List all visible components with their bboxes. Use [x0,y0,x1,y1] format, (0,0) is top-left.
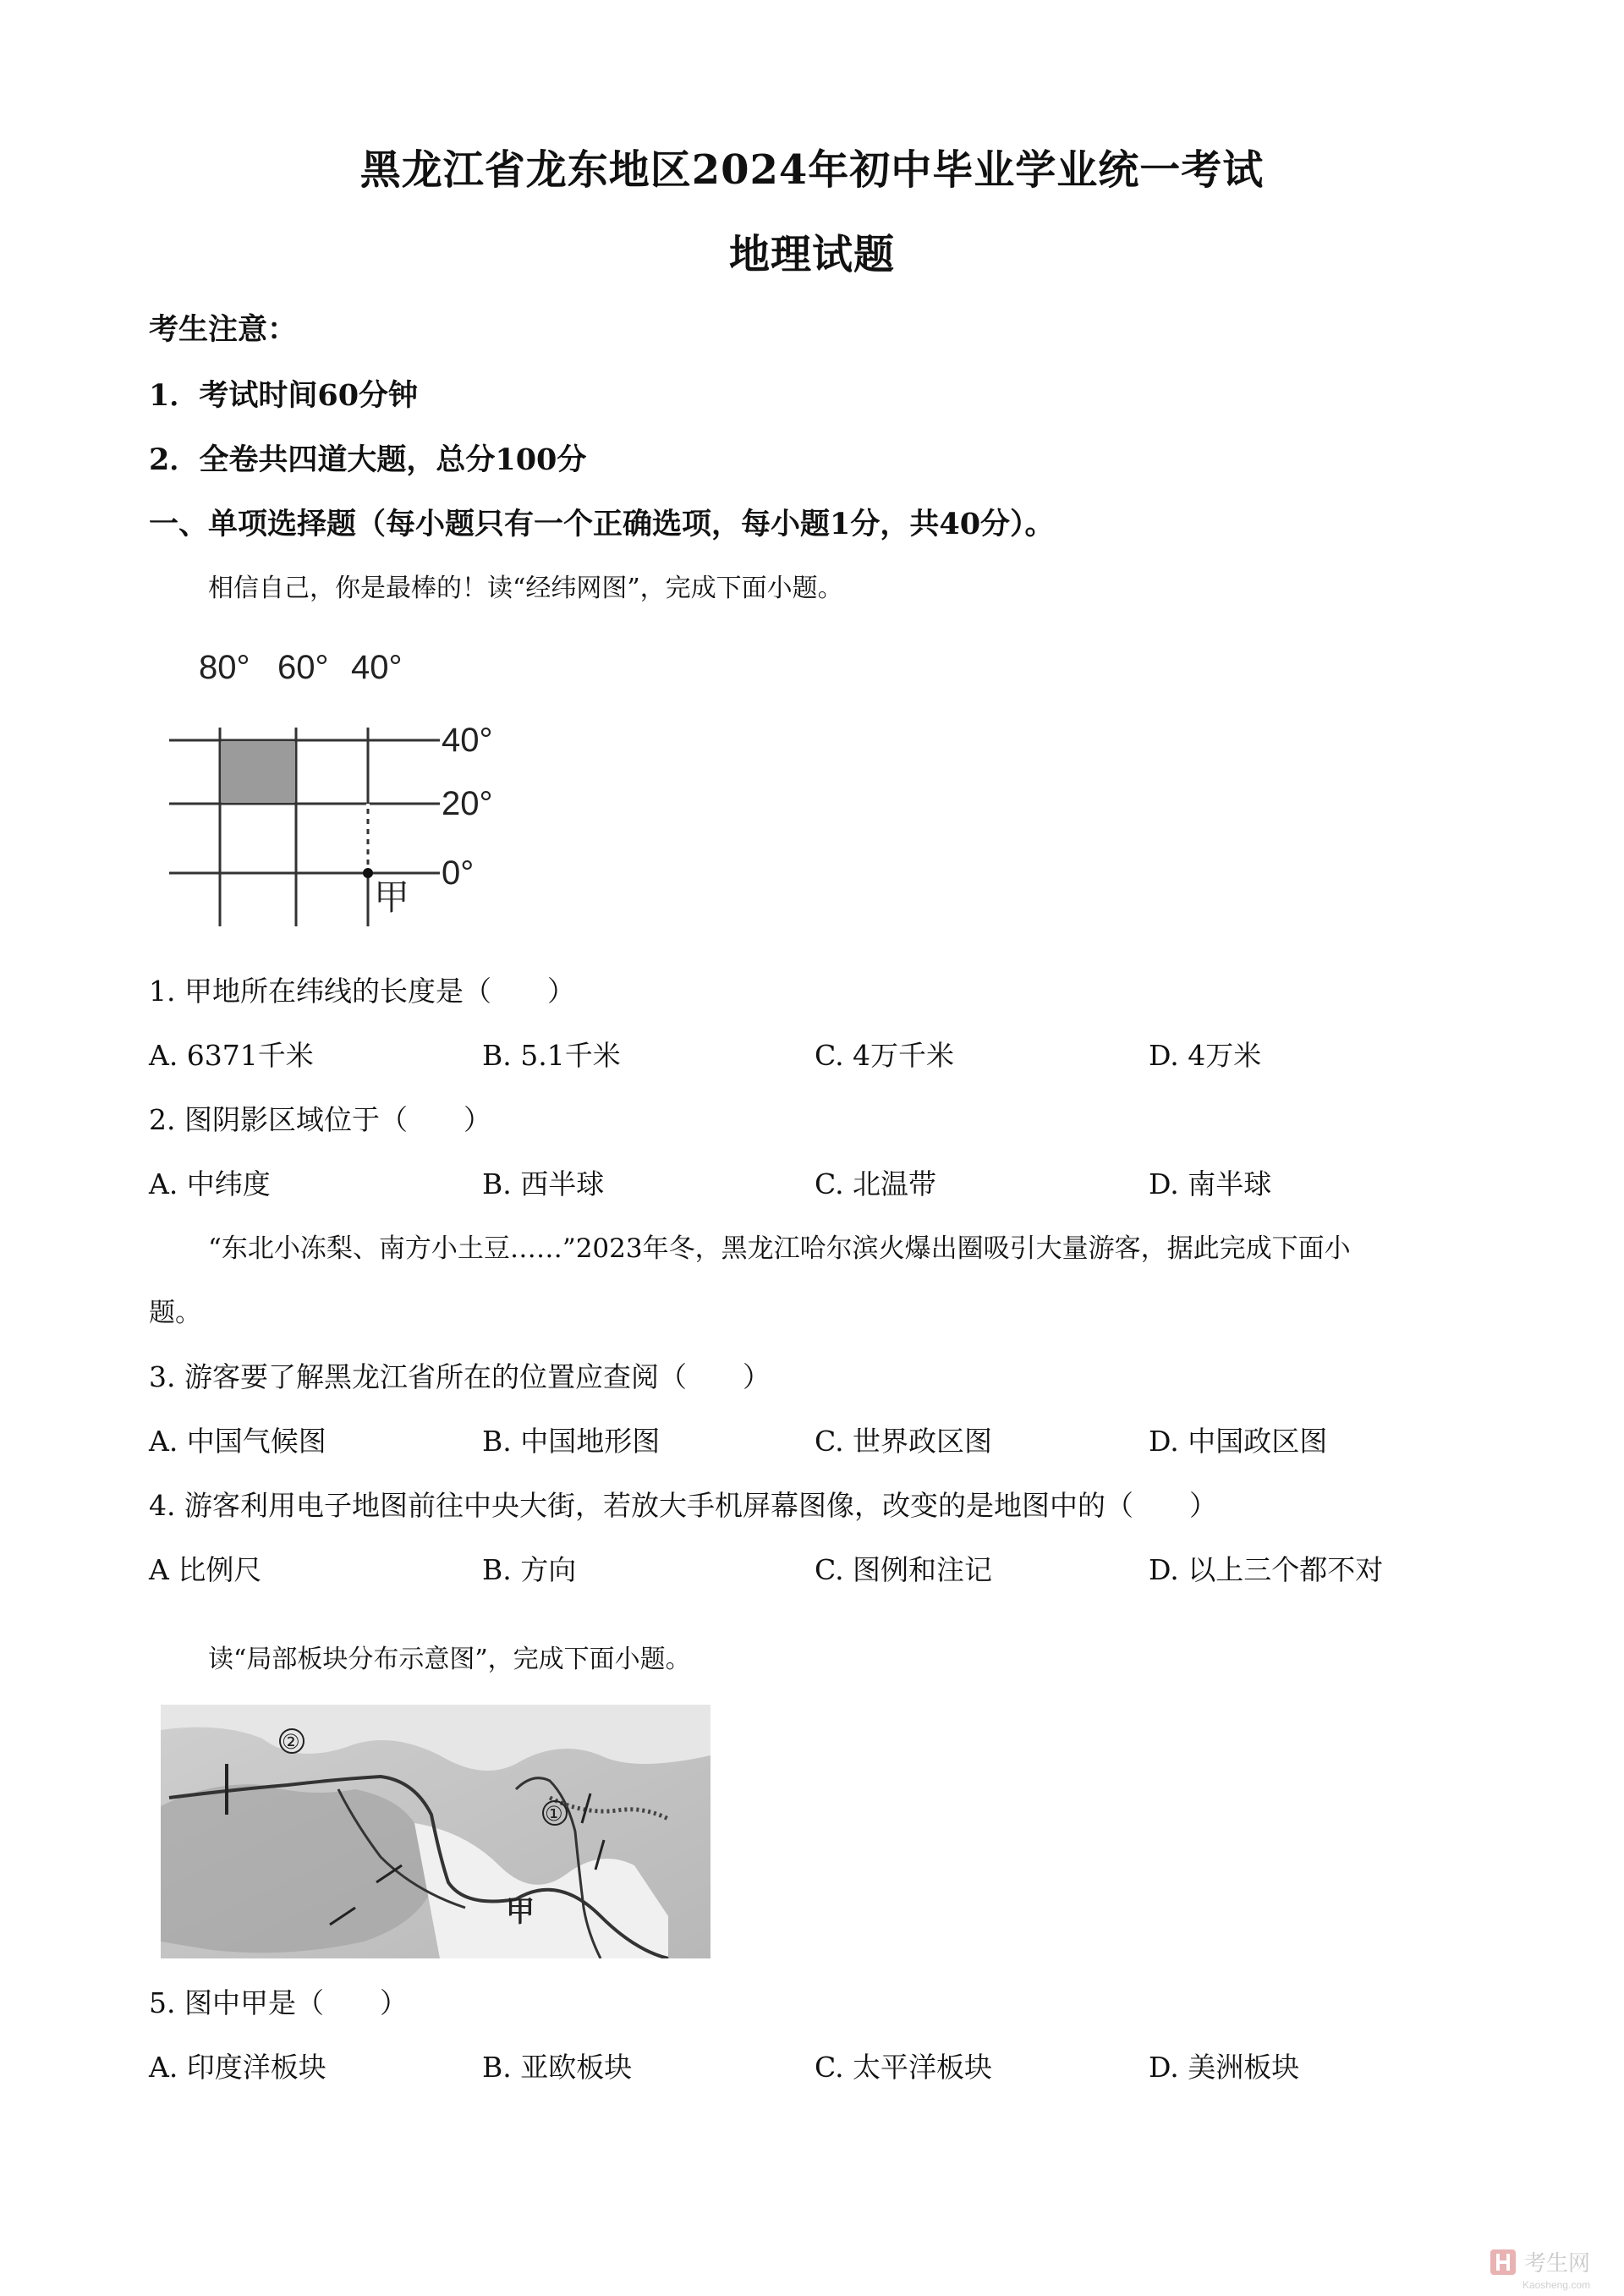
q2-option-b[interactable]: B. 西半球 [482,1167,605,1200]
exam-subtitle: 地理试题 [728,231,895,278]
watermark [1490,2246,1590,2277]
watermark-text: 考生网 [1523,2250,1590,2276]
q2-option-a[interactable]: A. 中纬度 [149,1167,271,1200]
q4-option-a[interactable]: A 比例尺 [149,1553,262,1586]
q1-stem: 1. 甲地所在纬线的长度是（ ） [149,975,575,1008]
lon-label-80: 80° [199,649,250,686]
section-heading: 一、单项选择题（每小题只有一个正确选项，每小题1分，共40分）。 [149,507,1055,541]
q2-option-d[interactable]: D. 南半球 [1149,1167,1272,1200]
shaded-region [222,742,294,802]
lon-label-40: 40° [351,649,403,686]
lat-lon-grid-figure [161,634,516,939]
lat-label-40: 40° [442,722,493,759]
watermark-sub: Kaosheng.com [1522,2279,1590,2291]
plate-label-jia: 甲 [506,1895,535,1929]
q3-stem: 3. 游客要了解黑龙江省所在的位置应查阅（ ） [149,1360,771,1393]
q5-option-a[interactable]: A. 印度洋板块 [149,2051,326,2084]
q1-option-a[interactable]: A. 6371千米 [149,1039,314,1072]
q1-option-b[interactable]: B. 5.1千米 [482,1039,621,1072]
q2-option-c[interactable]: C. 北温带 [815,1167,937,1200]
q4-option-b[interactable]: B. 方向 [482,1553,577,1586]
lat-label-0: 0° [442,854,475,892]
q1-option-d[interactable]: D. 4万米 [1149,1039,1262,1072]
intro-plates: 读“局部板块分布示意图”，完成下面小题。 [208,1645,691,1674]
notice-heading: 考生注意： [149,312,298,347]
notice-item-2: 2．全卷共四道大题，总分100分 [149,442,587,477]
q4-option-d[interactable]: D. 以上三个都不对 [1149,1553,1384,1586]
q1-option-c[interactable]: C. 4万千米 [815,1039,955,1072]
q3-option-d[interactable]: D. 中国政区图 [1149,1425,1328,1458]
q4-stem: 4. 游客利用电子地图前往中央大街，若放大手机屏幕图像，改变的是地图中的（ ） [149,1489,1217,1522]
watermark-logo-icon [1490,2249,1516,2275]
q5-stem: 5. 图中甲是（ ） [149,1986,408,2019]
q4-option-c[interactable]: C. 图例和注记 [815,1553,993,1586]
q5-option-b[interactable]: B. 亚欧板块 [482,2051,633,2084]
plate-map-figure [161,1705,710,1958]
q5-option-c[interactable]: C. 太平洋板块 [815,2051,993,2084]
intro-grid: 相信自己，你是最棒的！读“经纬网图”，完成下面小题。 [208,574,843,603]
intro-harbin-line2: 题。 [149,1298,201,1328]
q2-stem: 2. 图阴影区域位于（ ） [149,1103,491,1136]
point-jia [363,868,373,878]
q3-option-b[interactable]: B. 中国地形图 [482,1425,661,1458]
plate-label-1: ① [545,1802,563,1826]
q3-option-c[interactable]: C. 世界政区图 [815,1425,993,1458]
lat-label-20: 20° [442,785,493,822]
notice-item-1: 1．考试时间60分钟 [149,378,419,413]
q3-option-a[interactable]: A. 中国气候图 [149,1425,326,1458]
q5-option-d[interactable]: D. 美洲板块 [1149,2051,1300,2084]
point-jia-label: 甲 [374,876,410,918]
plate-label-2: ② [282,1730,300,1754]
intro-harbin-line1: “东北小冻梨、南方小土豆……”2023年冬，黑龙江哈尔滨火爆出圈吸引大量游客，据此完成下面小 [208,1233,1351,1264]
exam-title: 黑龙江省龙东地区2024年初中毕业学业统一考试 [359,146,1265,194]
lon-label-60: 60° [277,649,329,686]
